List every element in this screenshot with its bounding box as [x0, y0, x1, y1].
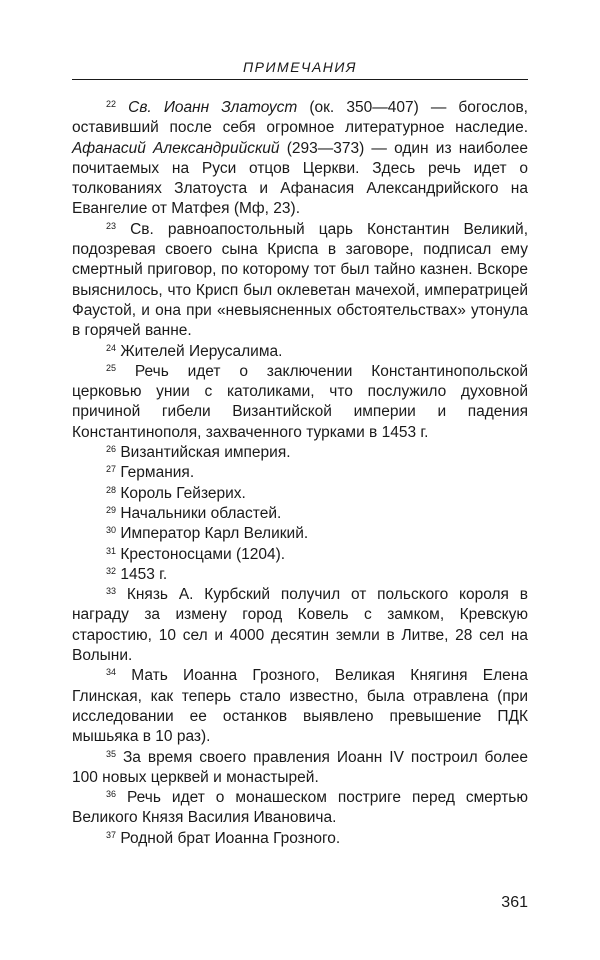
endnote: [72, 545, 528, 565]
endnote-text: Жителей Иерусалима.: [120, 342, 283, 360]
endnote-name-italic: Афанасий Александрийский: [72, 139, 280, 157]
endnote: [72, 504, 528, 524]
endnote-text: Начальники областей.: [120, 504, 282, 522]
endnote-number: 25: [106, 362, 117, 373]
endnote-text: 1453 г.: [120, 565, 168, 583]
endnote-text: Германия.: [120, 464, 195, 482]
endnote: [72, 666, 528, 747]
endnote: [72, 443, 528, 463]
endnote-text: Св. равноапостольный царь Константин Великий, подозревая своего сына Криспа в заговоре, подписал ему смертный приговор, по которому тот был тайно казнен. Вскоре выяснилось, что Крисп был оклеветан мачехой, императрицей Фаустой, и она при «невыясненных обстоятельствах» утонула в горячей ванне.: [72, 220, 529, 340]
endnote-text: Крестоносцами (1204).: [120, 545, 286, 563]
endnote-text: Речь идет о заключении Константинопольской церковью унии с католиками, что послужило духовной причиной гибели Византийской империи и падения Константинополя, захваченного турками в 1453 г.: [72, 362, 529, 441]
endnote: [72, 748, 528, 789]
header-rule: [72, 79, 528, 80]
endnote-text: Князь А. Курбский получил от польского короля в награду за измену город Ковель с замком, Кревскую старостию, 10 сел и 4000 десятин земли в Литве, 28 сел на Волыни.: [72, 586, 528, 665]
endnote-number: 27: [106, 464, 117, 475]
endnote-number: 22: [106, 99, 117, 109]
endnote-number: 37: [106, 829, 117, 840]
endnote-number: 34: [106, 667, 117, 678]
endnote: [72, 585, 528, 666]
endnote: [72, 463, 528, 483]
endnote-text: Речь идет о монашеском постриге перед смертью Великого Князя Василия Ивановича.: [72, 789, 528, 827]
endnote-number: 26: [106, 444, 117, 455]
endnote: [72, 220, 528, 342]
endnote-text: (ок. 350—407) — богослов, оставивший после себя огромное литературное наследие.: [72, 99, 528, 137]
running-header: ПРИМЕЧАНИЯ: [243, 59, 357, 75]
page-number: 361: [501, 894, 528, 911]
endnotes-list: [72, 98, 528, 849]
endnote-name-italic: Св. Иоанн Златоуст: [128, 99, 298, 116]
endnote: [72, 342, 528, 362]
endnote-number: 28: [106, 484, 117, 495]
endnote: [72, 788, 528, 829]
endnote: [72, 565, 528, 585]
endnote-text: Византийская империя.: [120, 444, 291, 462]
endnote-text: Император Карл Великий.: [120, 525, 309, 543]
endnote-text: Мать Иоанна Грозного, Великая Княгиня Елена Глинская, как теперь стало известно, была отравлена (при исследовании ее останков выявлено превышение ПДК мышьяка в 10 раз).: [72, 667, 528, 746]
endnote: [72, 829, 528, 849]
endnote-number: 24: [106, 342, 117, 353]
endnote: [72, 362, 528, 443]
endnote-text: За время своего правления Иоанн IV построил более 100 новых церквей и монастырей.: [72, 748, 528, 786]
endnote-number: 23: [106, 220, 117, 231]
endnote-number: 35: [106, 748, 117, 759]
endnote-number: 33: [106, 586, 117, 597]
endnote-number: 29: [106, 504, 117, 515]
endnote-text: Король Гейзерих.: [120, 484, 246, 502]
endnote-text: Родной брат Иоанна Грозного.: [120, 829, 341, 847]
endnote-number: 36: [106, 789, 117, 800]
endnote: [72, 484, 528, 504]
endnote-number: 30: [106, 525, 117, 536]
endnote: [72, 524, 528, 544]
endnote-number: 31: [106, 545, 117, 556]
endnote: [72, 98, 528, 220]
endnote-number: 32: [106, 565, 117, 576]
endnote-text: (293—373) — один из наиболее почитаемых на Руси отцов Церкви. Здесь речь идет о толкованиях Златоуста и Афанасия Александрийского на Евангелие от Матфея (Мф, 23).: [72, 139, 528, 218]
